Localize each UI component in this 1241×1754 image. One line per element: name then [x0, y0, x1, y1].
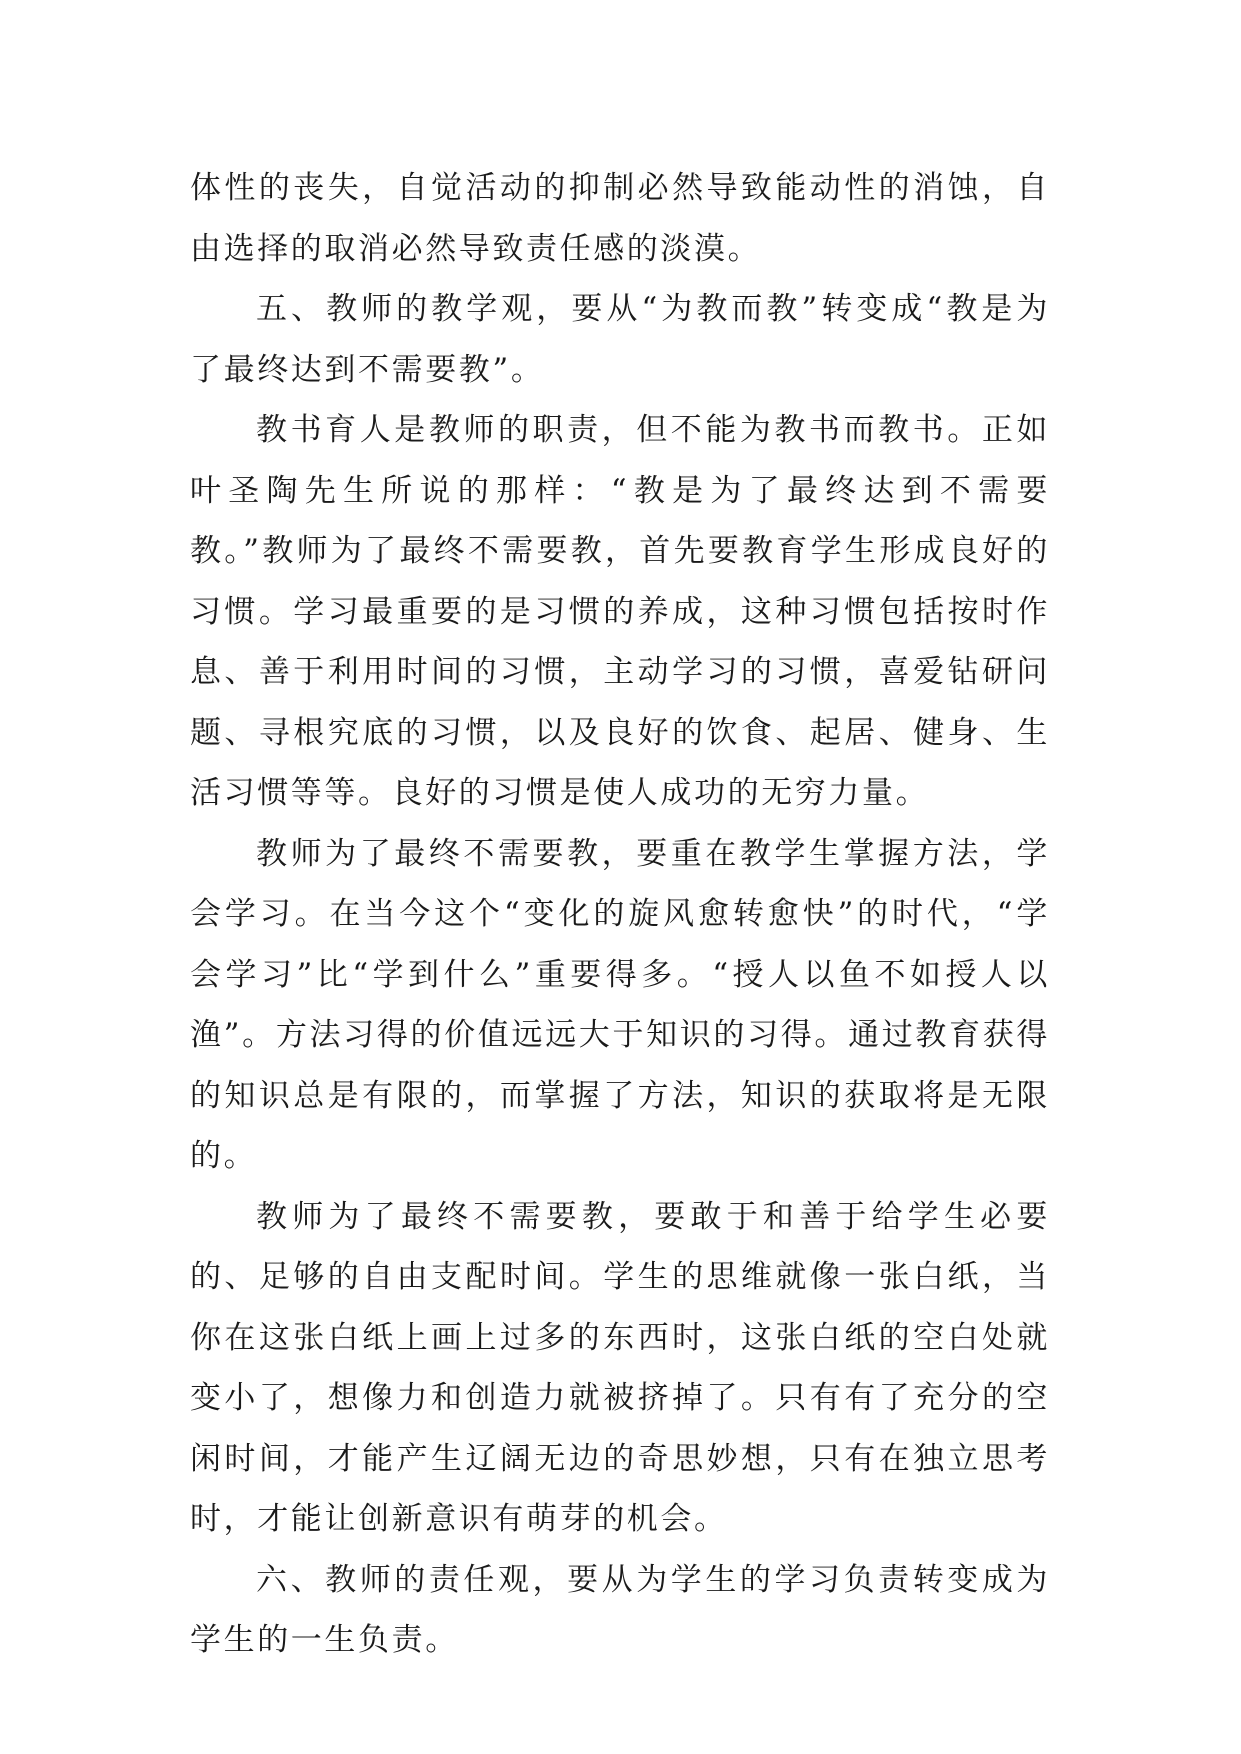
section-heading-six: 六、教师的责任观，要从为学生的学习负责转变成为学生的一生负责。 — [190, 1561, 1050, 1658]
paragraph-free-time: 教师为了最终不需要教，要敢于和善于给学生必要的、足够的自由支配时间。学生的思维就像一张白纸，当你在这张白纸上画上过多的东西时，这张白纸的空白处就变小了，想像力和创造力就被挤掉了。只有有了充分的空闲时间，才能产生辽阔无边的奇思妙想，只有在独立思考时，才能让创新意识有萌芽的机会。 — [190, 1198, 1050, 1537]
section-heading-five: 五、教师的教学观，要从“为教而教”转变成“教是为了最终达到不需要教”。 — [190, 291, 1050, 388]
paragraph-methods: 教师为了最终不需要教，要重在教学生掌握方法，学会学习。在当今这个“变化的旋风愈转愈快”的时代，“学会学习”比“学到什么”重要得多。“授人以鱼不如授人以渔”。方法习得的价值远远大于知识的习得。通过教育获得的知识总是有限的，而掌握了方法，知识的获取将是无限的。 — [190, 835, 1050, 1174]
document-body — [190, 158, 1050, 1671]
paragraph-continuation: 体性的丧失，自觉活动的抑制必然导致能动性的消蚀，自由选择的取消必然导致责任感的淡漠。 — [190, 170, 1050, 267]
paragraph-habits: 教书育人是教师的职责，但不能为教书而教书。正如叶圣陶先生所说的那样：“教是为了最终达到不需要教。”教师为了最终不需要教，首先要教育学生形成良好的习惯。学习最重要的是习惯的养成，这种习惯包括按时作息、善于利用时间的习惯，主动学习的习惯，喜爱钻研问题、寻根究底的习惯，以及良好的饮食、起居、健身、生活习惯等等。良好的习惯是使人成功的无穷力量。 — [190, 412, 1050, 811]
